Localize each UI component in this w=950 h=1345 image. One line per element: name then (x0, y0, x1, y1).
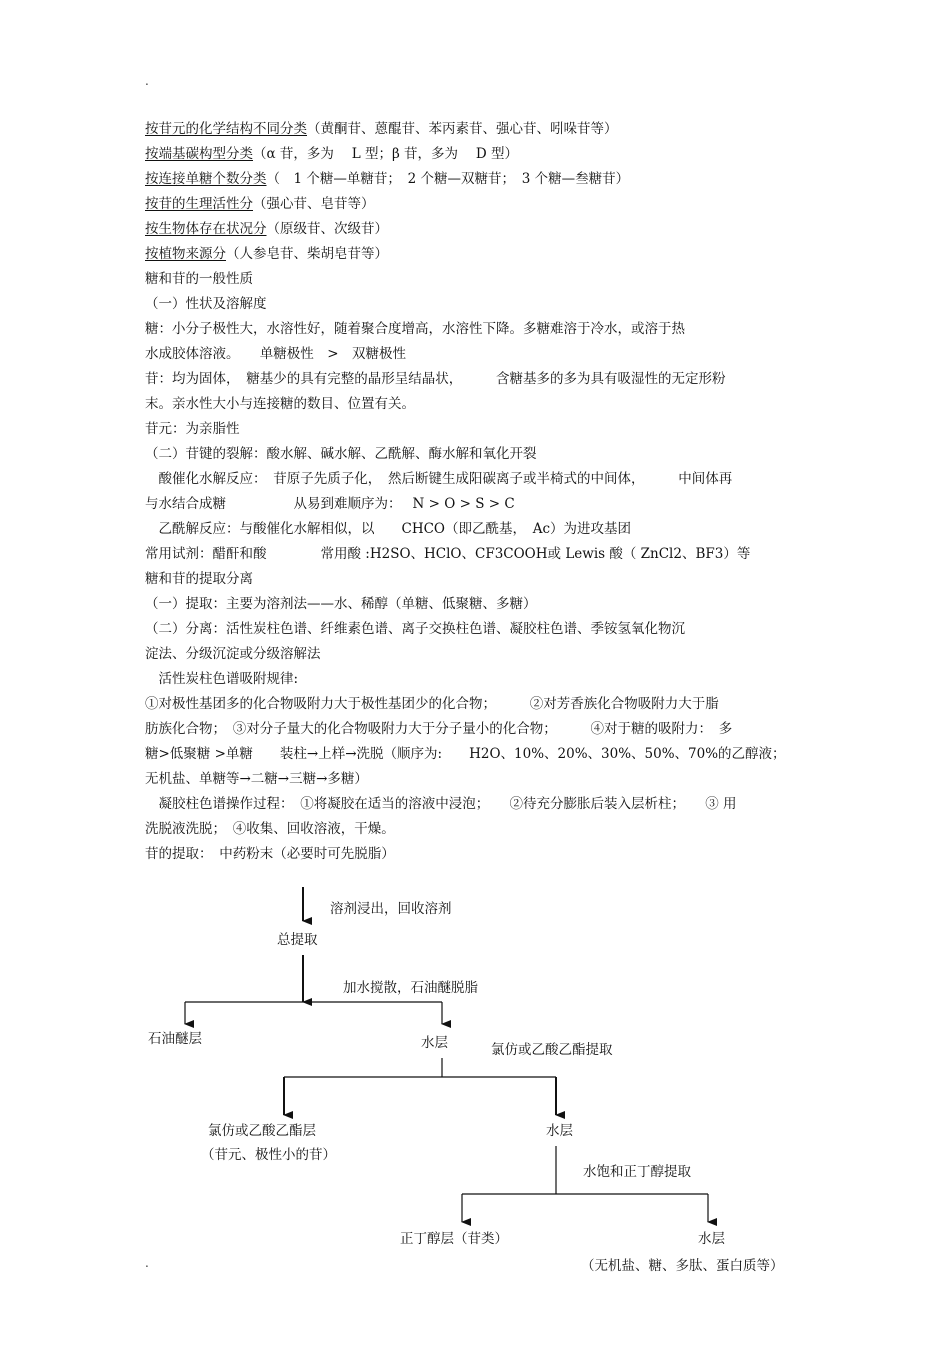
flow-node-water-layer-1: 水层 (421, 1035, 448, 1051)
text-line: 肪族化合物； ③对分子量大的化合物吸附力大于分子量小的化合物； ④对于糖的吸附力： 多 (145, 721, 733, 737)
text-line: 苷：均为固体， 糖基少的具有完整的晶形呈结晶状， 含糖基多的多为具有吸湿性的无定形粉 (145, 371, 726, 387)
page-dot-bottom: . (145, 1256, 149, 1270)
text-line: 糖>低聚糖 >单糖 装柱→上样→洗脱（顺序为: H2O、10%、20%、30%、50%、70%的乙醇液； (145, 746, 786, 762)
flow-node-ether-layer: 石油醚层 (148, 1031, 202, 1047)
section-title-properties: 糖和苷的一般性质 (145, 271, 253, 287)
heading-config: 按端基碳构型分类 (145, 146, 253, 162)
text-line: （二）分离：活性炭柱色谱、纤维素色谱、离子交换柱色谱、凝胶柱色谱、季铵氢氧化物沉 (145, 621, 685, 637)
flow-step-butanol-extraction: 水饱和正丁醇提取 (583, 1164, 691, 1180)
detail-structure: （黄酮苷、蒽醌苷、苯丙素苷、强心苷、吲哚苷等） (307, 121, 618, 137)
flow-node-chloroform-layer: 氯仿或乙酸乙酯层 (208, 1123, 316, 1139)
flow-node-water-layer-2: 水层 (546, 1123, 573, 1139)
text-line: 苷元：为亲脂性 (145, 421, 240, 437)
text-line: （二）苷键的裂解：酸水解、碱水解、乙酰解、酶水解和氧化开裂 (145, 446, 537, 462)
text-line: 酸催化水解反应： 苷原子先质子化， 然后断键生成阳碳离子或半椅式的中间体， 中间体再 (145, 471, 733, 487)
text-line: 活性炭柱色谱吸附规律: (145, 671, 299, 687)
text-line: 无机盐、单糖等→二糖→三糖→多糖） (145, 771, 368, 787)
text-line: ①对极性基团多的化合物吸附力大于极性基团少的化合物； ②对芳香族化合物吸附力大于脂 (145, 696, 719, 712)
text-line: 凝胶柱色谱操作过程： ①将凝胶在适当的溶液中浸泡； ②待充分膨胀后装入层析柱； ③ 用 (145, 796, 737, 812)
heading-structure: 按苷元的化学结构不同分类 (145, 121, 307, 137)
section-title-extraction: 糖和苷的提取分离 (145, 571, 253, 587)
page-dot-top: . (145, 74, 149, 88)
text-line: 与水结合成糖 从易到难顺序为： N > O > S > C (145, 496, 515, 512)
detail-sugar-count: （ 1 个糖—单糖苷； 2 个糖—双糖苷； 3 个糖—叁糖苷） (266, 171, 630, 187)
text-line: 水成胶体溶液。 单糖极性 > 双糖极性 (145, 346, 407, 362)
detail-config: （α 苷，多为 L 型；β 苷，多为 D 型） (253, 146, 518, 162)
flow-node-butanol-layer: 正丁醇层（苷类） (400, 1231, 508, 1247)
flow-step-defat: 加水搅散，石油醚脱脂 (343, 980, 478, 996)
flow-note-water-layer-3: （无机盐、糖、多肽、蛋白质等） (581, 1258, 784, 1274)
detail-activity: （强心苷、皂苷等） (253, 196, 375, 212)
text-line: 常用试剂：醋酐和酸 常用酸 :H2SO、HClO、CF3COOH或 Lewis 酸（ ZnCl2、BF3）等 (145, 546, 751, 562)
heading-source: 按植物来源分 (145, 246, 226, 262)
flow-node-water-layer-3: 水层 (698, 1231, 725, 1247)
text-line: 苷的提取： 中药粉末（必要时可先脱脂） (145, 846, 395, 862)
heading-existence: 按生物体存在状况分 (145, 221, 267, 237)
text-line: 糖：小分子极性大，水溶性好，随着聚合度增高，水溶性下降。多糖难溶于冷水，或溶于热 (145, 321, 685, 337)
text-line: 末。亲水性大小与连接糖的数目、位置有关。 (145, 396, 415, 412)
text-line: （一）提取：主要为溶剂法——水、稀醇（单糖、低聚糖、多糖） (145, 596, 537, 612)
text-line: （一）性状及溶解度 (145, 296, 267, 312)
text-line: 乙酰解反应：与酸催化水解相似，以 CHCO（即乙酰基， Ac）为进攻基团 (145, 521, 632, 537)
text-line: 淀法、分级沉淀或分级溶解法 (145, 646, 321, 662)
flow-node-total-extract: 总提取 (277, 932, 318, 948)
flow-note-chloroform-layer: （苷元、极性小的苷） (201, 1147, 336, 1163)
heading-activity: 按苷的生理活性分 (145, 196, 253, 212)
flow-step-chloroform-extraction: 氯仿或乙酸乙酯提取 (491, 1042, 613, 1058)
heading-sugar-count: 按连接单糖个数分类 (145, 171, 267, 187)
detail-source: （人参皂苷、柴胡皂苷等） (226, 246, 388, 262)
detail-existence: （原级苷、次级苷） (266, 221, 388, 237)
flow-step-solvent-extraction: 溶剂浸出，回收溶剂 (330, 901, 452, 917)
text-line: 洗脱液洗脱； ④收集、回收溶液，干燥。 (145, 821, 395, 837)
